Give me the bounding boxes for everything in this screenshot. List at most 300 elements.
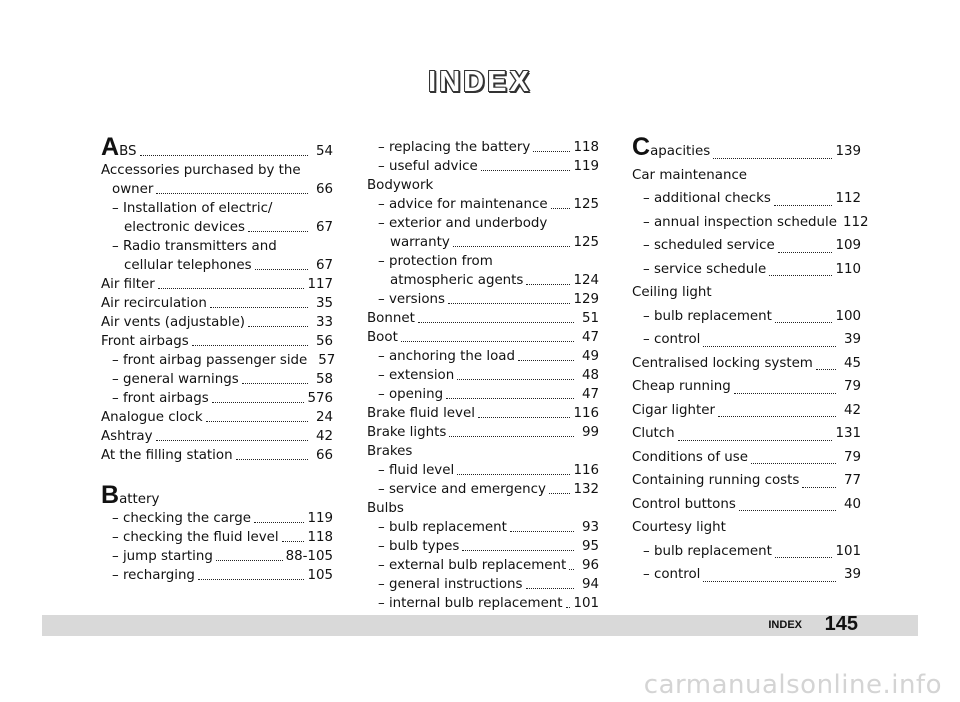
entry-label: – extension xyxy=(378,368,455,383)
entry-label: – anchoring the load xyxy=(378,349,516,364)
entry-text xyxy=(643,305,772,329)
dot-leader xyxy=(775,556,833,558)
entry-text xyxy=(390,233,450,252)
index-entry xyxy=(367,233,599,252)
entry-text xyxy=(378,385,443,404)
entry-label: apacities xyxy=(650,144,711,159)
index-entry xyxy=(367,480,599,499)
index-entry xyxy=(101,446,333,465)
watermark: carmanualsonline.info xyxy=(643,670,942,700)
dot-leader xyxy=(678,439,833,441)
entry-page: 96 xyxy=(581,558,599,573)
dot-leader xyxy=(449,435,574,437)
entry-text xyxy=(112,547,213,566)
section-initial: B xyxy=(101,481,120,509)
entry-label: – bulb types xyxy=(378,539,460,554)
entry-label: – fluid level xyxy=(378,463,455,478)
entry-text xyxy=(632,164,861,188)
entry-text xyxy=(632,422,675,446)
index-entry xyxy=(101,566,333,585)
entry-text xyxy=(112,199,333,218)
dot-leader xyxy=(457,473,570,475)
entry-label: Boot xyxy=(367,330,398,345)
index-entry xyxy=(632,352,861,376)
entry-text xyxy=(378,347,515,366)
index-entry xyxy=(367,195,599,214)
entry-page: 124 xyxy=(573,273,599,288)
entry-text xyxy=(367,404,475,423)
entry-label: electronic devices xyxy=(124,220,245,235)
entry-page: 42 xyxy=(315,429,333,444)
entry-text xyxy=(643,187,771,211)
index-entry xyxy=(367,366,599,385)
entry-label: – opening xyxy=(378,387,444,402)
entry-text xyxy=(378,556,566,575)
entry-text xyxy=(378,537,459,556)
entry-label: Containing running costs xyxy=(632,473,800,488)
dot-leader xyxy=(248,230,308,232)
dot-leader xyxy=(282,540,305,542)
entry-label: Bodywork xyxy=(367,178,434,193)
dot-leader xyxy=(518,359,574,361)
entry-page: 112 xyxy=(835,191,861,206)
entry-label: Cigar lighter xyxy=(632,402,715,418)
dot-leader xyxy=(718,415,836,417)
entry-label: – recharging xyxy=(112,568,195,583)
entry-page: 77 xyxy=(843,473,861,488)
entry-text xyxy=(378,252,599,271)
entry-label: – versions xyxy=(378,292,445,307)
section-initial: C xyxy=(632,133,651,161)
entry-text xyxy=(632,133,711,164)
entry-page: 132 xyxy=(573,482,599,497)
index-entry xyxy=(632,305,861,329)
index-entry xyxy=(632,187,861,211)
index-entry xyxy=(632,328,861,352)
entry-label: – service and emergency xyxy=(378,482,546,497)
dot-leader xyxy=(255,268,308,270)
entry-label: Clutch xyxy=(632,426,675,441)
index-entry xyxy=(101,133,333,161)
entry-page: 67 xyxy=(315,258,333,273)
entry-label: BS xyxy=(119,144,137,159)
entry-label: Centralised locking system xyxy=(632,355,813,371)
entry-label: Courtesy light xyxy=(632,520,726,535)
entry-label: – general instructions xyxy=(378,577,523,592)
entry-label: – additional checks xyxy=(643,191,771,206)
entry-page: 67 xyxy=(315,220,333,235)
index-entry xyxy=(367,252,599,271)
dot-leader xyxy=(418,321,574,323)
dot-leader xyxy=(569,568,574,570)
entry-label: Brake fluid level xyxy=(367,406,475,421)
index-entry xyxy=(632,281,861,305)
entry-text xyxy=(643,211,837,235)
entry-text xyxy=(632,281,861,305)
index-entry xyxy=(101,237,333,256)
entry-text xyxy=(112,528,279,547)
entry-page: 79 xyxy=(843,449,861,465)
dot-leader xyxy=(448,302,570,304)
index-entry xyxy=(367,385,599,404)
entry-page: 118 xyxy=(307,530,333,545)
footer-label: INDEX xyxy=(768,619,802,631)
entry-label: Analogue clock xyxy=(101,410,203,425)
dot-leader xyxy=(816,368,836,370)
dot-leader xyxy=(713,157,832,159)
page-title: INDEX xyxy=(428,66,532,98)
entry-text xyxy=(378,138,530,157)
dot-leader xyxy=(156,192,308,194)
entry-text xyxy=(632,352,813,376)
entry-page: 101 xyxy=(573,596,599,611)
dot-leader xyxy=(551,207,571,209)
index-entry xyxy=(101,294,333,313)
entry-page: 35 xyxy=(315,296,333,311)
index-entry xyxy=(367,176,599,195)
footer-bar xyxy=(42,615,918,636)
dot-leader xyxy=(775,321,833,323)
dot-leader xyxy=(242,382,308,384)
entry-text xyxy=(112,389,209,408)
index-entry xyxy=(632,563,861,587)
entry-label: Accessories purchased by the xyxy=(101,163,301,178)
index-entry xyxy=(632,211,869,235)
entry-label: Bonnet xyxy=(367,311,415,326)
page-number: 145 xyxy=(824,613,858,635)
entry-text xyxy=(378,480,546,499)
entry-text xyxy=(378,195,548,214)
index-entry xyxy=(101,370,333,389)
dot-leader xyxy=(453,245,571,247)
entry-text xyxy=(378,575,523,594)
entry-label: – bulb replacement xyxy=(643,543,772,559)
index-entry xyxy=(101,389,333,408)
entry-label: Ceiling light xyxy=(632,285,712,300)
entry-text xyxy=(112,370,239,389)
entry-label: – useful advice xyxy=(378,159,478,174)
index-entry xyxy=(101,509,333,528)
entry-page: 110 xyxy=(835,261,861,277)
entry-text xyxy=(124,218,245,237)
entry-label: warranty xyxy=(390,235,450,250)
dot-leader xyxy=(457,378,574,380)
entry-text xyxy=(632,375,731,399)
entry-page: 116 xyxy=(573,406,599,421)
index-entry xyxy=(367,537,599,556)
index-column-3 xyxy=(632,133,869,587)
dot-leader xyxy=(526,283,570,285)
entry-text xyxy=(378,594,563,613)
entry-page: 88-105 xyxy=(285,549,333,564)
entry-label: – external bulb replacement xyxy=(378,558,567,573)
entry-page: 47 xyxy=(581,330,599,345)
index-entry xyxy=(367,157,599,176)
entry-label: Air vents (adjustable) xyxy=(101,315,246,330)
entry-label: Brakes xyxy=(367,444,413,459)
dot-leader xyxy=(703,345,836,347)
dot-leader xyxy=(481,169,571,171)
entry-page: 33 xyxy=(315,315,333,330)
dot-leader xyxy=(533,150,570,152)
dot-leader xyxy=(254,521,305,523)
entry-text xyxy=(378,214,599,233)
dot-leader xyxy=(510,530,574,532)
entry-text xyxy=(632,469,799,493)
entry-page: 40 xyxy=(843,496,861,512)
entry-label: – scheduled service xyxy=(643,238,775,253)
entry-page: 66 xyxy=(315,182,333,197)
entry-text xyxy=(101,294,207,313)
entry-label: – service schedule xyxy=(643,261,767,277)
index-entry xyxy=(367,423,599,442)
entry-page: 119 xyxy=(573,159,599,174)
index-entry xyxy=(367,518,599,537)
index-entry xyxy=(367,442,599,461)
dot-leader xyxy=(462,549,574,551)
entry-label: attery xyxy=(119,492,160,507)
index-entry xyxy=(367,461,599,480)
dot-leader xyxy=(401,340,574,342)
index-entry xyxy=(101,528,333,547)
dot-leader xyxy=(216,559,283,561)
entry-label: – control xyxy=(643,567,701,582)
dot-leader xyxy=(158,287,305,289)
entry-text xyxy=(632,399,715,423)
section-gap xyxy=(101,465,333,486)
entry-text xyxy=(112,509,251,528)
index-entry xyxy=(632,133,861,164)
entry-label: – jump starting xyxy=(112,549,213,564)
dot-leader xyxy=(734,392,836,394)
entry-text xyxy=(112,566,195,585)
entry-text xyxy=(101,446,233,465)
dot-leader xyxy=(156,439,308,441)
index-entry xyxy=(367,594,599,613)
entry-text xyxy=(643,563,700,587)
entry-page: 66 xyxy=(315,448,333,463)
entry-text xyxy=(643,328,700,352)
index-column-2 xyxy=(367,138,599,613)
entry-text xyxy=(632,493,736,517)
entry-label: – protection from xyxy=(378,254,493,269)
index-entry xyxy=(632,422,861,446)
entry-label: – bulb replacement xyxy=(378,520,507,535)
entry-label: – checking the fluid level xyxy=(112,530,279,545)
dot-leader xyxy=(236,458,308,460)
index-entry xyxy=(632,258,861,282)
entry-text xyxy=(101,133,137,161)
entry-label: Ashtray xyxy=(101,429,153,444)
entry-text xyxy=(101,161,333,180)
entry-page: 116 xyxy=(573,463,599,478)
dot-leader xyxy=(769,274,832,276)
entry-text xyxy=(112,351,307,370)
index-entry xyxy=(632,164,861,188)
entry-page: 58 xyxy=(315,372,333,387)
entry-page: 57 xyxy=(318,353,336,368)
entry-page: 131 xyxy=(835,426,861,441)
entry-text xyxy=(367,442,599,461)
entry-label: – internal bulb replacement xyxy=(378,596,563,611)
dot-leader xyxy=(566,606,571,608)
entry-text xyxy=(101,313,245,332)
entry-text xyxy=(101,408,203,427)
entry-label: – general warnings xyxy=(112,372,239,387)
entry-label: – advice for maintenance xyxy=(378,197,548,212)
index-entry xyxy=(101,180,333,199)
dot-leader xyxy=(703,580,836,582)
entry-text xyxy=(367,309,415,328)
dot-leader xyxy=(446,397,574,399)
entry-text xyxy=(632,516,861,540)
entry-label: Air filter xyxy=(101,277,155,292)
entry-page: 39 xyxy=(843,332,861,347)
dot-leader xyxy=(140,154,308,156)
index-entry xyxy=(632,469,861,493)
entry-page: 125 xyxy=(573,197,599,212)
entry-page: 56 xyxy=(315,334,333,349)
dot-leader xyxy=(478,416,571,418)
entry-text xyxy=(643,258,766,282)
entry-label: Air recirculation xyxy=(101,296,207,311)
entry-page: 42 xyxy=(843,402,861,418)
entry-text xyxy=(632,446,748,470)
dot-leader xyxy=(192,344,308,346)
entry-page: 94 xyxy=(581,577,599,592)
index-entry xyxy=(101,408,333,427)
index-entry xyxy=(367,271,599,290)
entry-page: 118 xyxy=(573,140,599,155)
index-entry xyxy=(632,516,861,540)
entry-page: 100 xyxy=(835,308,861,324)
entry-text xyxy=(367,176,599,195)
entry-page: 119 xyxy=(307,511,333,526)
entry-text xyxy=(101,481,333,509)
index-entry xyxy=(101,351,336,370)
entry-text xyxy=(378,157,478,176)
index-entry xyxy=(632,493,861,517)
index-entry xyxy=(632,234,861,258)
index-entry xyxy=(367,328,599,347)
entry-text xyxy=(390,271,523,290)
entry-text xyxy=(378,518,507,537)
entry-page: 576 xyxy=(307,391,333,406)
entry-page: 95 xyxy=(581,539,599,554)
entry-page: 45 xyxy=(843,355,861,371)
entry-label: cellular telephones xyxy=(124,258,252,273)
entry-label: Cheap running xyxy=(632,379,731,394)
entry-text xyxy=(101,275,155,294)
entry-text xyxy=(378,366,454,385)
index-column-1 xyxy=(101,133,336,585)
entry-page: 99 xyxy=(581,425,599,440)
entry-text xyxy=(124,256,252,275)
entry-label: Bulbs xyxy=(367,501,404,516)
entry-text xyxy=(112,180,153,199)
section-initial: A xyxy=(101,133,120,161)
entry-text xyxy=(101,332,189,351)
dot-leader xyxy=(198,578,305,580)
index-entry xyxy=(632,446,861,470)
entry-label: Brake lights xyxy=(367,425,447,440)
entry-label: – exterior and underbody xyxy=(378,216,548,231)
entry-page: 139 xyxy=(835,144,861,159)
index-entry xyxy=(101,199,333,218)
dot-leader xyxy=(549,492,571,494)
entry-text xyxy=(378,461,454,480)
entry-label: – Radio transmitters and xyxy=(112,239,277,254)
entry-label: – replacing the battery xyxy=(378,140,531,155)
entry-page: 117 xyxy=(307,277,333,292)
index-entry xyxy=(101,161,333,180)
entry-label: Car maintenance xyxy=(632,167,748,183)
entry-page: 24 xyxy=(315,410,333,425)
index-entry xyxy=(632,375,861,399)
entry-label: – checking the carge xyxy=(112,511,251,526)
entry-page: 125 xyxy=(573,235,599,250)
index-entry xyxy=(101,313,333,332)
entry-page: 105 xyxy=(307,568,333,583)
index-entry xyxy=(632,399,861,423)
entry-text xyxy=(367,423,446,442)
entry-page: 129 xyxy=(573,292,599,307)
entry-text xyxy=(367,328,398,347)
entry-label: owner xyxy=(112,182,154,197)
index-entry xyxy=(101,218,333,237)
index-entry xyxy=(367,499,599,518)
entry-text xyxy=(367,499,599,518)
index-entry xyxy=(367,290,599,309)
entry-label: At the filling station xyxy=(101,448,233,463)
entry-page: 109 xyxy=(835,238,861,253)
entry-page: 101 xyxy=(835,543,861,559)
index-entry xyxy=(101,427,333,446)
dot-leader xyxy=(212,401,305,403)
entry-text xyxy=(112,237,333,256)
entry-label: Control buttons xyxy=(632,496,736,512)
dot-leader xyxy=(248,325,308,327)
entry-text xyxy=(643,540,772,564)
dot-leader xyxy=(778,251,833,253)
entry-label: – bulb replacement xyxy=(643,308,772,324)
index-entry xyxy=(367,575,599,594)
entry-page: 54 xyxy=(315,144,333,159)
entry-label: atmospheric agents xyxy=(390,273,524,288)
index-entry xyxy=(367,138,599,157)
entry-label: Front airbags xyxy=(101,334,189,349)
dot-leader xyxy=(774,204,833,206)
index-entry xyxy=(367,404,599,423)
index-entry xyxy=(101,275,333,294)
entry-page: 47 xyxy=(581,387,599,402)
entry-text xyxy=(101,427,153,446)
index-entry xyxy=(632,540,861,564)
entry-label: – control xyxy=(643,332,701,347)
dot-leader xyxy=(802,486,836,488)
index-entry xyxy=(101,332,333,351)
index-entry xyxy=(367,309,599,328)
index-entry xyxy=(367,214,599,233)
dot-leader xyxy=(206,420,308,422)
entry-label: – annual inspection schedule xyxy=(643,214,838,230)
entry-page: 48 xyxy=(581,368,599,383)
entry-page: 93 xyxy=(581,520,599,535)
entry-label: – front airbag passenger side xyxy=(112,353,308,368)
entry-label: Conditions of use xyxy=(632,449,748,465)
index-entry xyxy=(101,481,333,509)
dot-leader xyxy=(210,306,308,308)
